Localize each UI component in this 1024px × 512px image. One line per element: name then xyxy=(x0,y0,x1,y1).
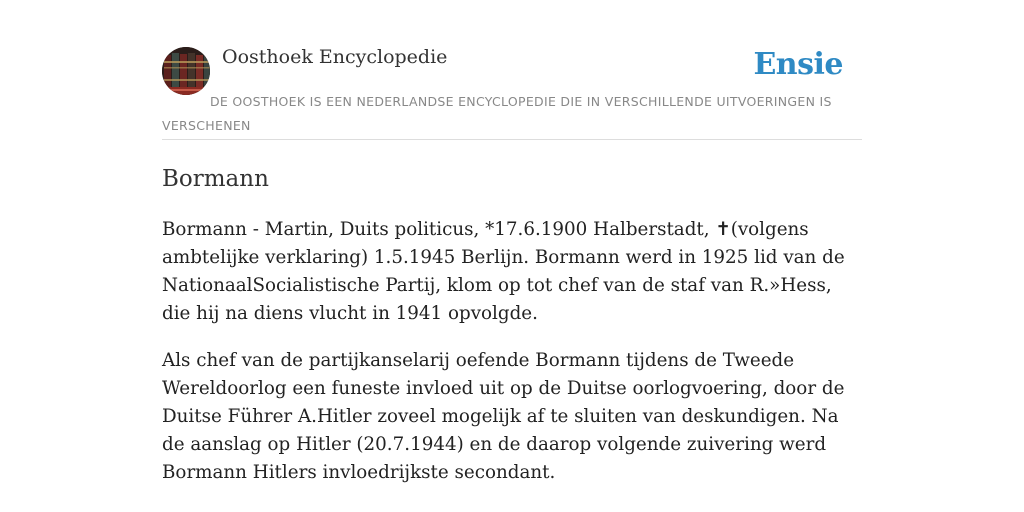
article-paragraph: Bormann - Martin, Duits politicus, *17.6.1900 Halberstadt, ✝(volgens ambtelijke verklaring) 1.5.1945 Berlijn. Bormann werd in 1925 lid van de NationaalSocialistische Partij, klom op tot chef van de staf van R.»Hess, die hij na diens vlucht in 1941 opvolgde. xyxy=(162,219,845,324)
source-description: DE OOSTHOEK IS EEN NEDERLANDSE ENCYCLOPEDIE DIE IN VERSCHILLENDE UITVOERINGEN IS VERSCHENEN xyxy=(162,94,832,133)
article-title: Bormann xyxy=(162,166,269,192)
source-name[interactable]: Oosthoek Encyclopedie xyxy=(222,46,448,68)
article-paragraph: Als chef van de partijkanselarij oefende Bormann tijdens de Tweede Wereldoorlog een funeste invloed uit op de Duitse oorlogvoering, door de Duitse Führer A.Hitler zoveel mogelijk af te sluiten van deskundigen. Na de aanslag op Hitler (20.7.1944) en de daarop volgende zuivering werd Bormann Hitlers invloedrijkste secondant. xyxy=(162,350,845,483)
encyclopedia-books-icon[interactable] xyxy=(162,47,210,95)
article-body xyxy=(162,216,862,506)
source-header xyxy=(162,0,862,140)
brand-logo[interactable]: Ensie xyxy=(753,47,843,82)
page xyxy=(162,0,862,483)
